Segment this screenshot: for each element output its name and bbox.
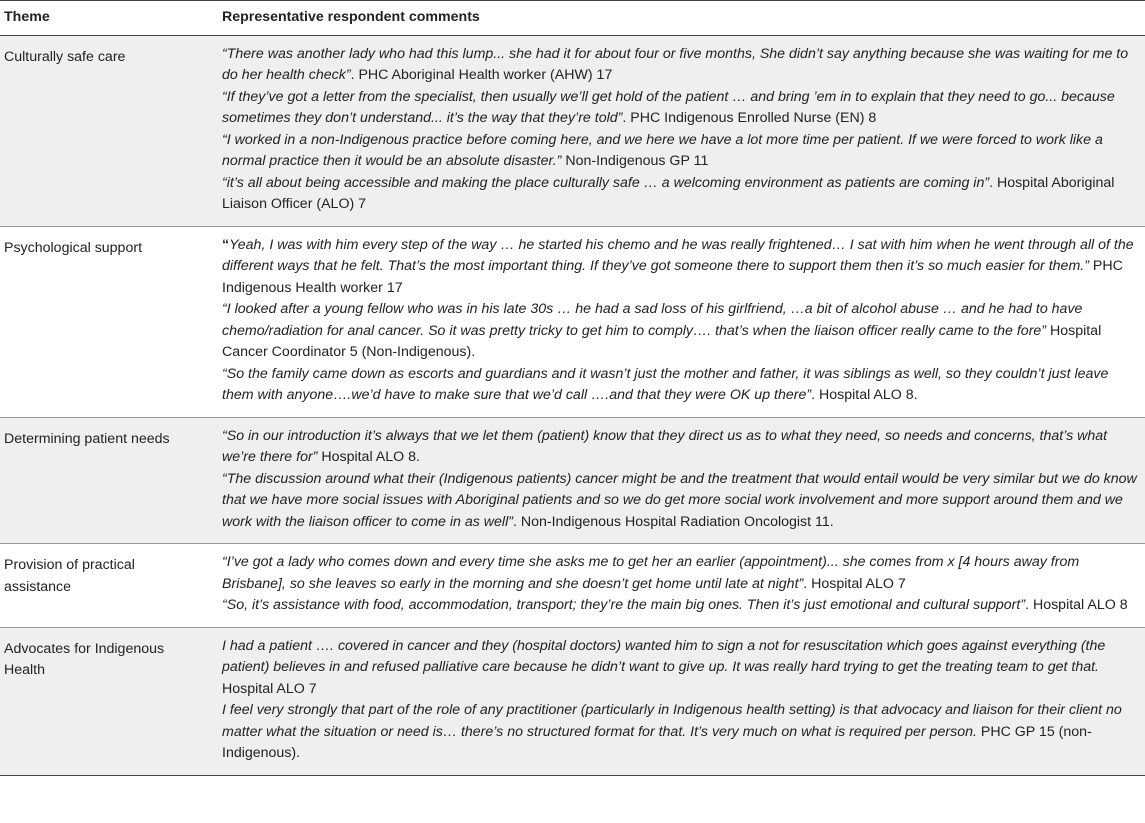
comment	[222, 595, 1141, 617]
comment	[222, 299, 1141, 364]
comment-quote: “If they’ve got a letter from the specialist, then usually we’ll get hold of the patient … and bring ’em in to explain that they need to go... because sometimes they don’t understand... it’s the way that they’re told”	[222, 88, 1115, 126]
comment-quote: “So, it’s assistance with food, accommodation, transport; they’re the main big ones. Then it’s just emotional and cultural support”	[222, 597, 1026, 613]
comment-attribution: Hospital Cancer Coordinator 5 (Non-Indigenous).	[222, 322, 1102, 360]
comment-attribution: . Hospital Aboriginal Liaison Officer (ALO) 7	[222, 174, 1115, 212]
comment	[222, 87, 1141, 130]
comment	[222, 364, 1141, 407]
comment-lead-mark: “	[222, 236, 230, 253]
comment	[222, 235, 1141, 300]
theme-cell: Determining patient needs	[0, 417, 204, 544]
comment-quote: “The discussion around what their (Indigenous patients) cancer might be and the treatment that would entail would be very similar but we do know that we have more social issues with Aboriginal patients and so we do get more social work involvement and more support around them and we work with the liaison officer to come in as well”	[222, 470, 1137, 530]
table-row	[0, 35, 1145, 226]
comment-quote: “it’s all about being accessible and making the place culturally safe … a welcoming environment as patients are coming in”	[222, 174, 990, 191]
comment-attribution: . PHC Indigenous Enrolled Nurse (EN) 8	[622, 110, 877, 126]
comment-attribution: PHC Indigenous Health worker 17	[222, 258, 1123, 296]
comment-attribution: . Hospital ALO 7	[803, 575, 906, 592]
comment-attribution: . Non-Indigenous Hospital Radiation Oncologist 11.	[512, 513, 834, 530]
comment-quote: “There was another lady who had this lump... she had it for about four or five months, She didn’t say anything because she was waiting for me to do her health check”	[222, 45, 1129, 83]
comments-cell	[204, 35, 1145, 226]
table-row	[0, 627, 1145, 775]
theme-cell: Psychological support	[0, 226, 204, 417]
comment-attribution: Non-Indigenous GP 11	[561, 153, 709, 169]
comments-cell	[204, 226, 1145, 417]
theme-cell: Culturally safe care	[0, 35, 204, 226]
comment-attribution: . Hospital ALO 8	[1025, 597, 1128, 613]
comment-quote: “So in our introduction it’s always that we let them (patient) know that they direct us as to what they need, so needs and concerns, that’s what we’re there for”	[222, 427, 1108, 465]
comment-quote: Yeah, I was with him every step of the way … he started his chemo and he was really frightened… I sat with him when he went through all of the different ways that he felt. That’s the most important thing. If they’ve got someone there to support them then it’s so much easier for them.”	[222, 236, 1134, 274]
comment-quote: I feel very strongly that part of the role of any practitioner (particularly in Indigenous health setting) is that advocacy and liaison for their client no matter what the situation or need is… there’s no structured format for that. It’s very much on what is required per person.	[222, 702, 1122, 740]
theme-column-header: Theme	[0, 1, 204, 36]
comment	[222, 700, 1141, 765]
table-row	[0, 544, 1145, 628]
comment-attribution: . PHC Aboriginal Health worker (AHW) 17	[350, 67, 613, 83]
comment-attribution: PHC GP 15 (non-Indigenous).	[222, 723, 1092, 761]
comment	[222, 552, 1141, 595]
table-row	[0, 417, 1145, 544]
table-header-row	[0, 1, 1145, 36]
comment	[222, 426, 1141, 469]
table-row	[0, 226, 1145, 417]
comment-attribution: Hospital ALO 7	[222, 680, 317, 697]
comment-attribution: Hospital ALO 8.	[317, 449, 420, 465]
comments-cell	[204, 544, 1145, 628]
comment	[222, 44, 1141, 87]
comment-quote: “I looked after a young fellow who was in his late 30s … he had a sad loss of his girlfriend, …a bit of alcohol abuse … and he had to have chemo/radiation for anal cancer. So it was pretty tricky to get him to comply…. that’s when the liaison officer really came to the fore”	[222, 301, 1083, 339]
comment	[222, 130, 1141, 173]
theme-cell: Provision of practical assistance	[0, 544, 204, 628]
comment	[222, 636, 1141, 701]
comment-quote: I had a patient …. covered in cancer and they (hospital doctors) wanted him to sign a not for resuscitation which goes against everything (the patient) believes in and refused palliative care because he didn’t want to give up. It was really hard trying to get the treating team to get that.	[222, 637, 1106, 675]
theme-cell: Advocates for Indigenous Health	[0, 627, 204, 775]
comments-cell	[204, 627, 1145, 775]
comment-quote: “So the family came down as escorts and guardians and it wasn’t just the mother and father, it was siblings as well, so they couldn’t just leave them with anyone….we’d have to make sure that we’d call ….and that they were OK up there”	[222, 365, 1109, 403]
comment	[222, 173, 1141, 216]
comments-column-header: Representative respondent comments	[204, 1, 1145, 36]
comment-quote: “I worked in a non-Indigenous practice before coming here, and we here we have a lot more time per patient. If we were forced to work like a normal practice then it would be an absolute disaster.”	[222, 131, 1103, 169]
comment	[222, 469, 1141, 534]
comment-quote: “I’ve got a lady who comes down and every time she asks me to get her an earlier (appointment)... she comes from x [4 hours away from Brisbane], so she leaves so early in the morning and she doesn’t get home until late at night”	[222, 554, 1080, 592]
comment-attribution: . Hospital ALO 8.	[811, 387, 918, 403]
comments-cell	[204, 417, 1145, 544]
